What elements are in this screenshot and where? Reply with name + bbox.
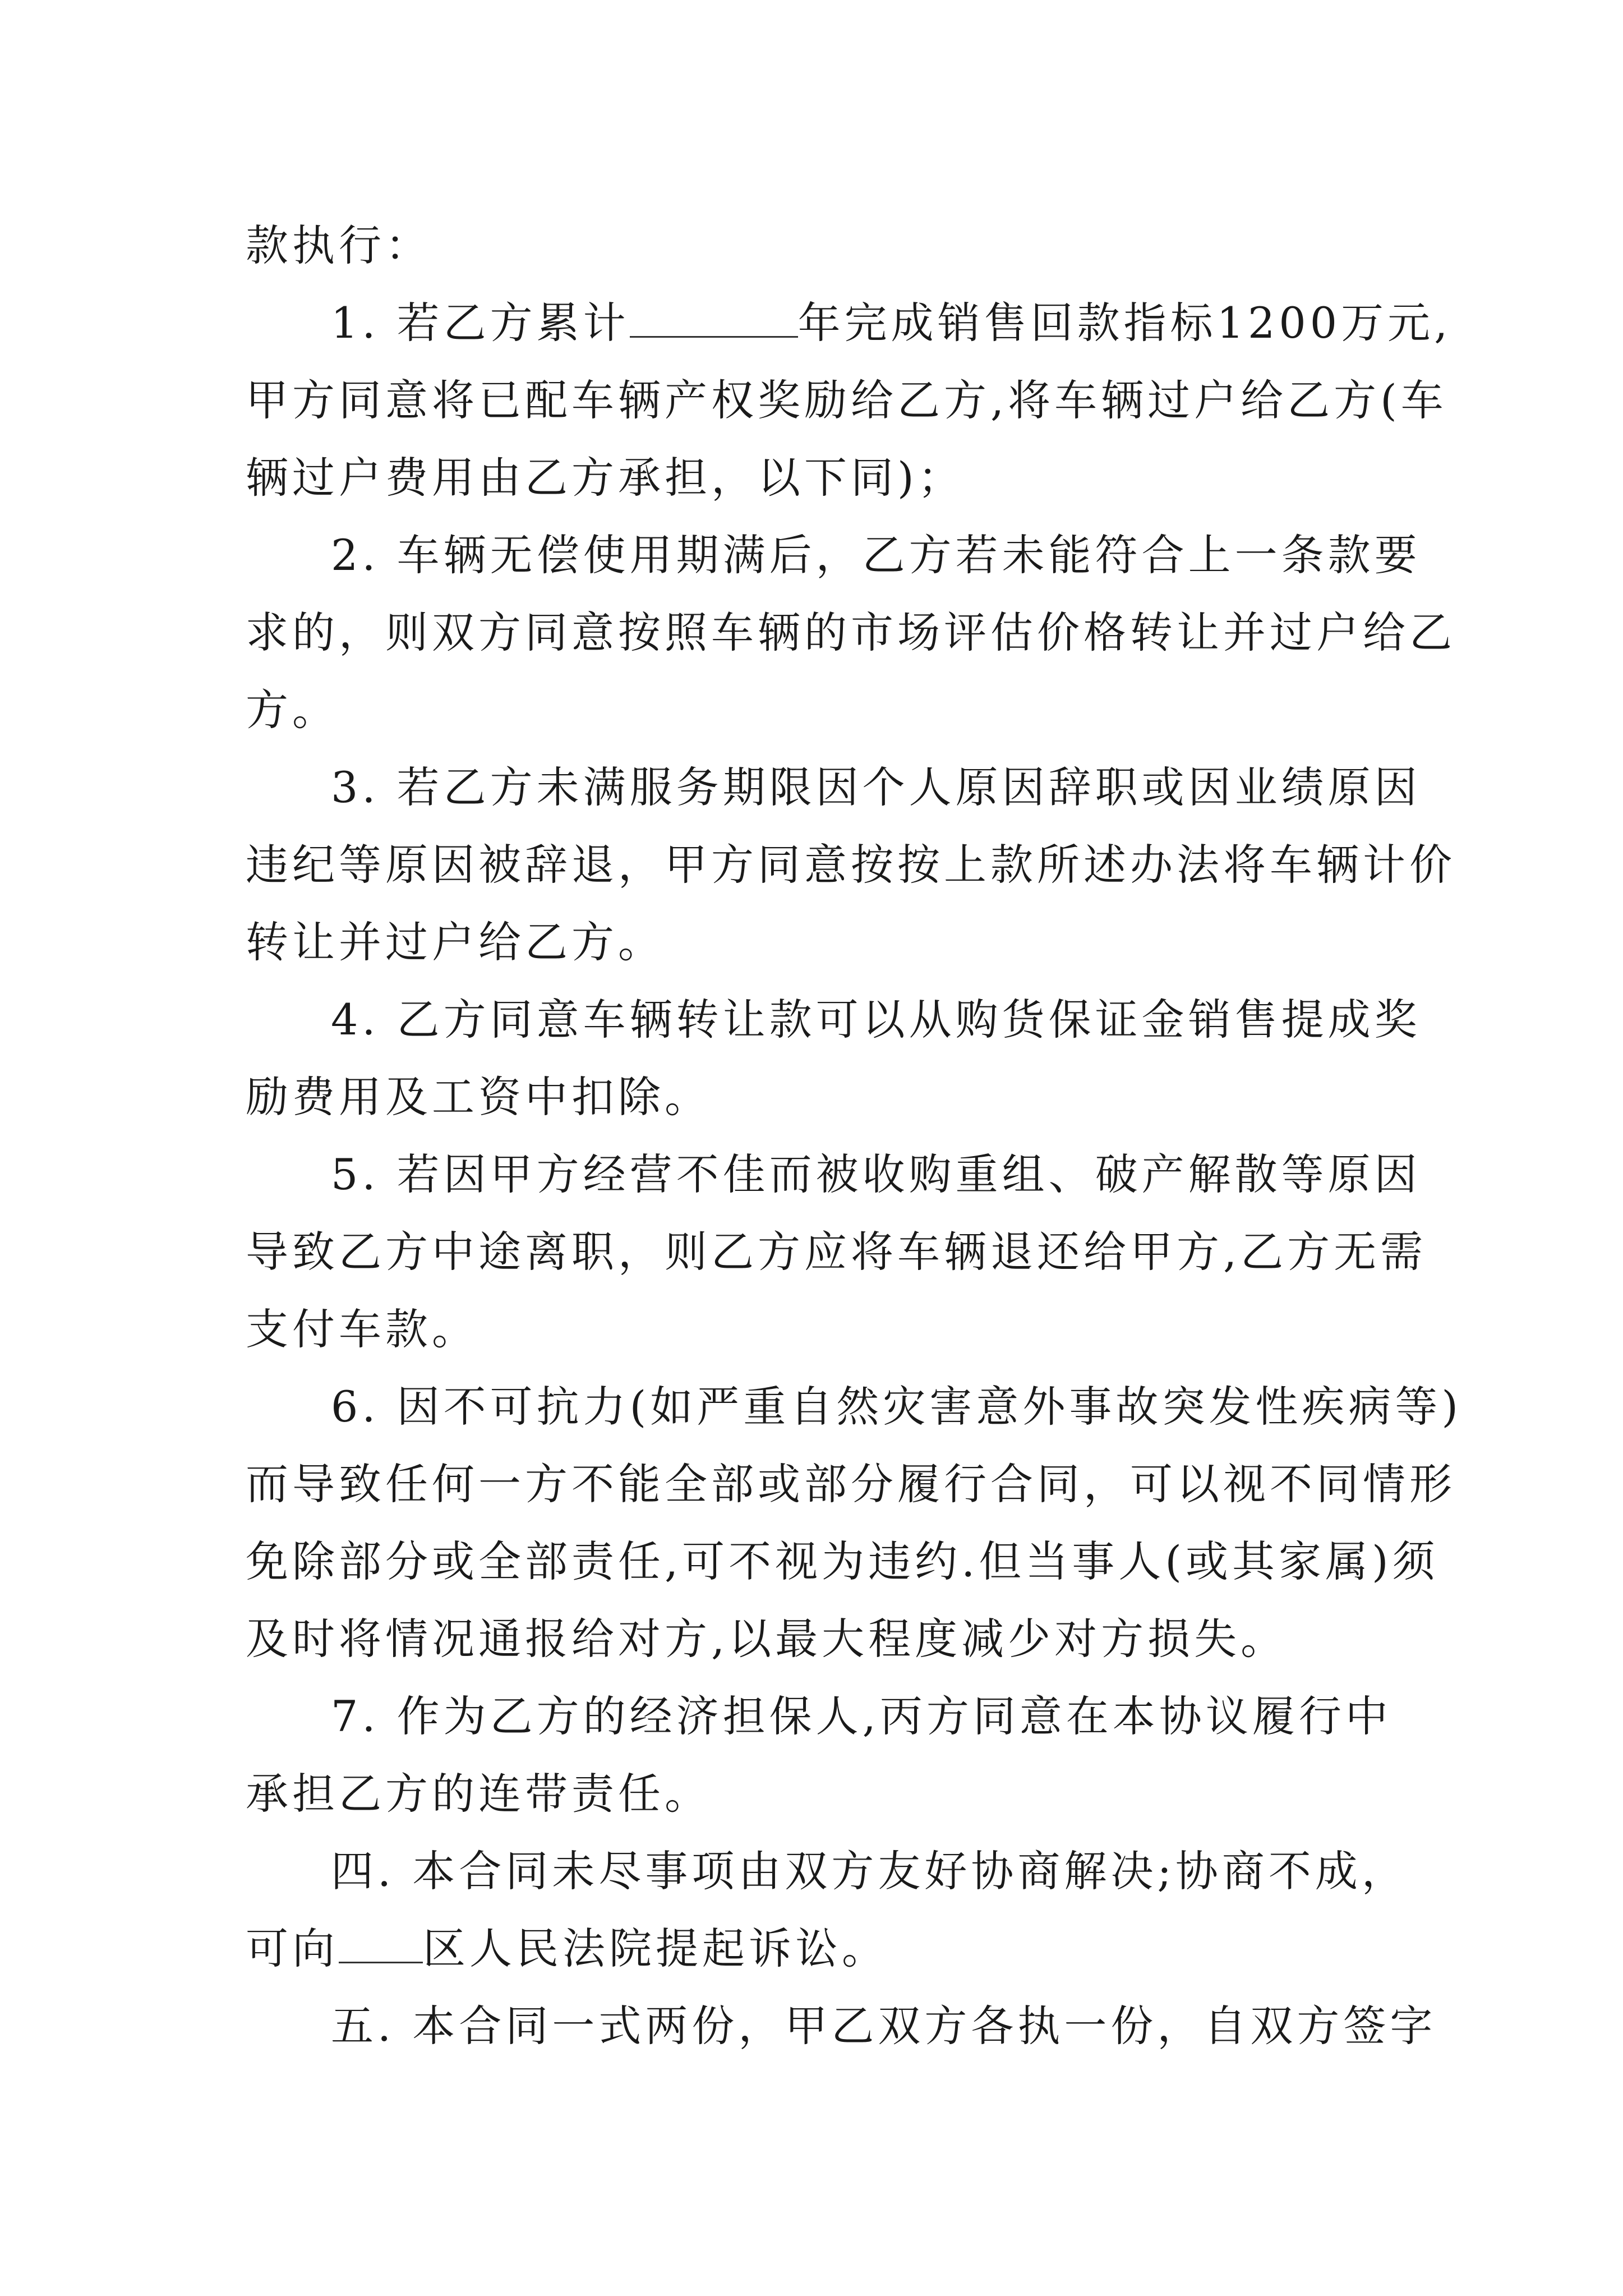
clause-3-line-1: 3. 若乙方未满服务期限因个人原因辞职或因业绩原因 [331,762,1421,812]
text-line: 及时将情况通报给对方,以最大程度减少对方损失。 [246,1614,1288,1664]
clause-2-line-1: 2. 车辆无偿使用期满后，乙方若未能符合上一条款要 [331,530,1421,580]
text-line: 而导致任何一方不能全部或部分履行合同，可以视不同情形 [246,1459,1456,1509]
text-line: 导致乙方中途离职，则乙方应将车辆退还给甲方,乙方无需 [246,1227,1427,1277]
text-line: 甲方同意将已配车辆产权奖励给乙方,将车辆过户给乙方(车 [246,375,1447,425]
text-line: 励费用及工资中扣除。 [246,1072,711,1122]
clause-5-line-1: 5. 若因甲方经营不佳而被收购重组、破产解散等原因 [331,1149,1421,1199]
text-line: 承担乙方的连带责任。 [246,1769,711,1819]
text-line: 求的，则双方同意按照车辆的市场评估价格转让并过户给乙 [246,608,1456,657]
clause-4-line-1: 4. 乙方同意车辆转让款可以从购货保证金销售提成奖 [331,995,1421,1045]
text-line: 支付车款。 [246,1304,478,1354]
clause-1-line-1: 1. 若乙方累计 年完成销售回款指标1200万元, [331,298,1452,348]
clause-6-line-1: 6. 因不可抗力(如严重自然灾害意外事故突发性疾病等) [331,1382,1462,1432]
section-5-line-1: 五. 本合同一式两份，甲乙双方各执一份，自双方签字 [331,2001,1437,2051]
text-line: 款执行： [246,220,432,270]
text-line: 方。 [246,685,339,735]
text-line: 转让并过户给乙方。 [246,917,665,967]
section-4-line-2: 可向 区人民法院提起诉讼。 [246,1924,888,1973]
text-line: 违纪等原因被辞退，甲方同意按按上款所述办法将车辆计价 [246,840,1456,890]
year-blank-field [630,297,798,338]
text-line: 免除部分或全部责任,可不视为违约.但当事人(或其家属)须 [246,1536,1439,1586]
district-blank-field [339,1922,423,1963]
section-4-line-1: 四. 本合同未尽事项由双方友好协商解决;协商不成， [331,1846,1408,1896]
clause-7-line-1: 7. 作为乙方的经济担保人,丙方同意在本协议履行中 [331,1691,1392,1741]
text-line: 辆过户费用由乙方承担，以下同)； [246,453,965,503]
